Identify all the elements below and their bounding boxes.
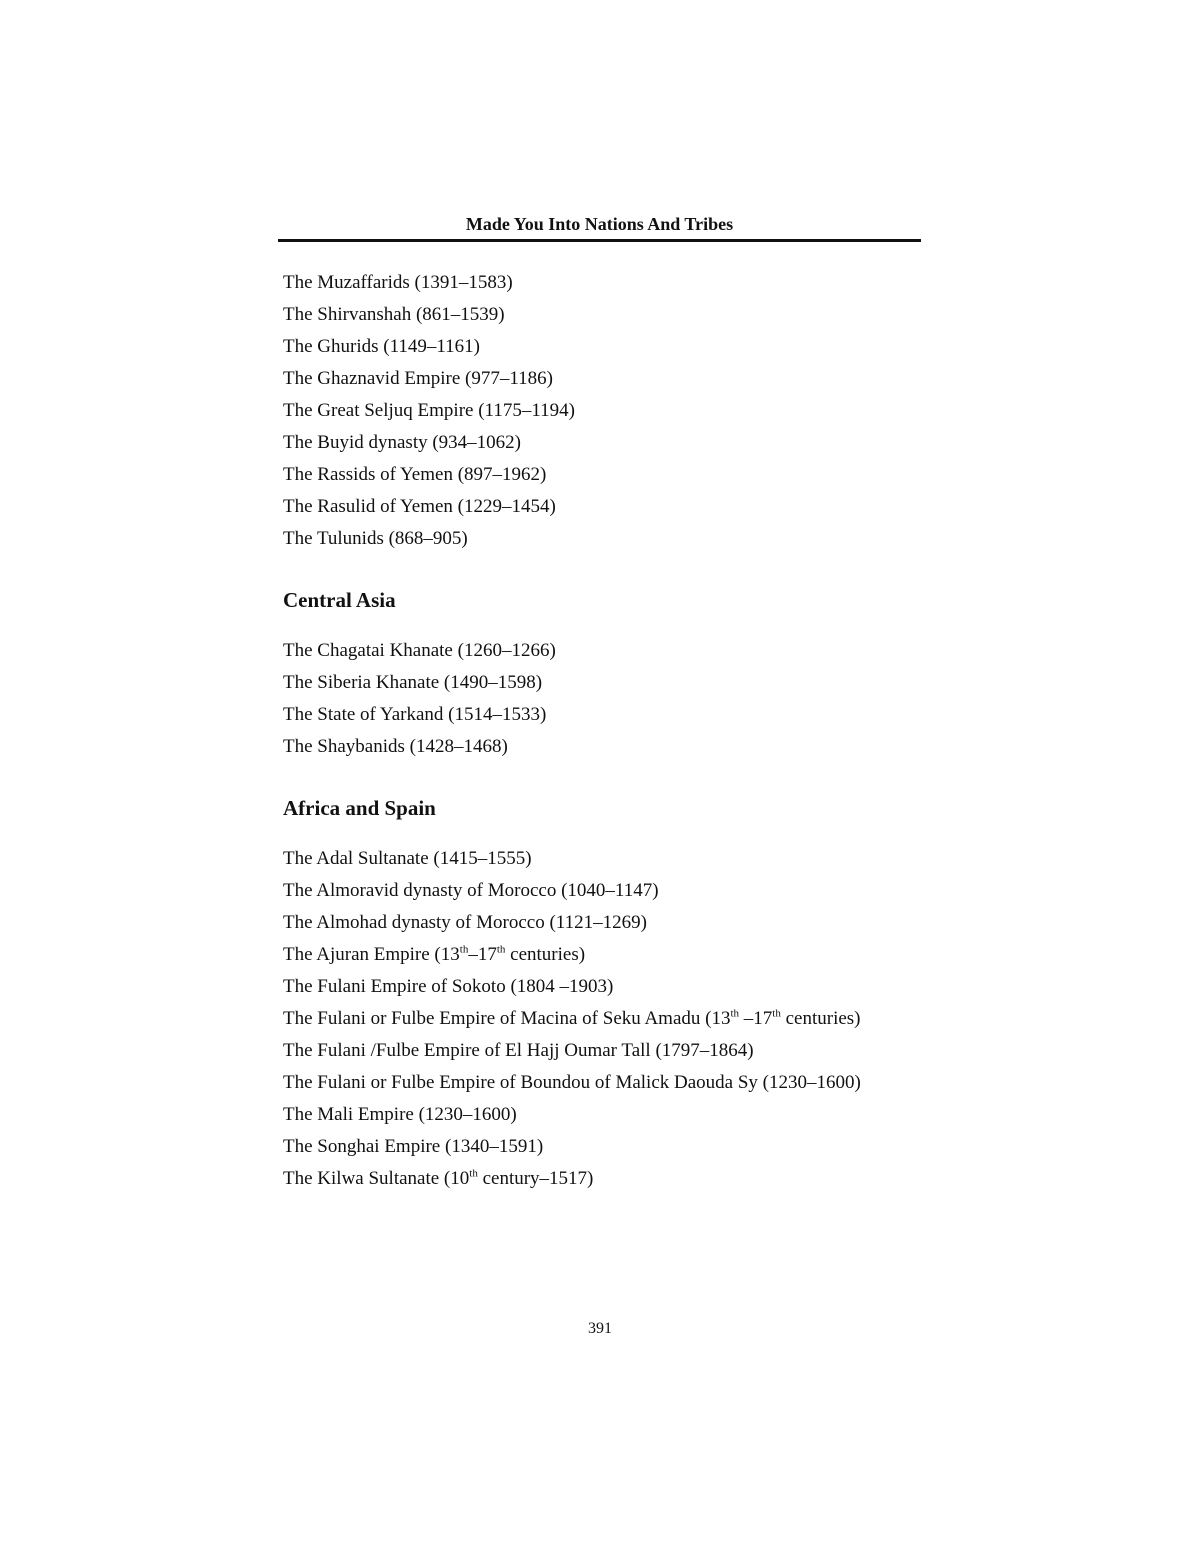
central-asia-list xyxy=(283,635,883,763)
list-item-text: The Kilwa Sultanate (10 xyxy=(283,1168,470,1189)
list-item xyxy=(283,875,883,907)
list-item-text: century–1517) xyxy=(477,1168,594,1189)
header-rule xyxy=(278,239,921,242)
list-item xyxy=(283,907,883,939)
section-heading-central-asia: Central Asia xyxy=(283,588,396,612)
list-item xyxy=(283,939,883,971)
list-item-text: The Adal Sultanate (1415–1555) xyxy=(283,848,532,869)
list-item: The Rassids of Yemen (897–1962) xyxy=(283,464,547,485)
africa-spain-list xyxy=(283,843,883,1195)
list-item: The Great Seljuq Empire (1175–1194) xyxy=(283,400,575,421)
list-item-text: The Fulani or Fulbe Empire of Macina of Seku Amadu (13 xyxy=(283,1008,731,1029)
list-item: The Shirvanshah (861–1539) xyxy=(283,304,505,325)
list-item: The State of Yarkand (1514–1533) xyxy=(283,704,547,725)
ordinal-superscript: th xyxy=(730,1007,740,1020)
page-body xyxy=(283,267,883,1195)
list-item xyxy=(283,1067,883,1099)
list-item-text: The Almoravid dynasty of Morocco (1040–1147) xyxy=(283,880,659,901)
list-item-text: The Fulani Empire of Sokoto (1804 –1903) xyxy=(283,976,614,997)
list-item: The Tulunids (868–905) xyxy=(283,528,468,549)
list-item: The Rasulid of Yemen (1229–1454) xyxy=(283,496,556,517)
list-item: The Ghaznavid Empire (977–1186) xyxy=(283,368,553,389)
list-item: The Muzaffarids (1391–1583) xyxy=(283,272,513,293)
list-item-text: –17 xyxy=(739,1008,773,1029)
list-item: The Ghurids (1149–1161) xyxy=(283,336,481,357)
list-item: The Chagatai Khanate (1260–1266) xyxy=(283,640,556,661)
list-item xyxy=(283,1099,883,1131)
list-item: The Siberia Khanate (1490–1598) xyxy=(283,672,543,693)
list-item xyxy=(283,1003,883,1035)
dynasty-list-top xyxy=(283,267,883,555)
page-number: 391 xyxy=(588,1320,612,1337)
list-item-text: –17 xyxy=(468,944,497,965)
ordinal-superscript: th xyxy=(459,943,469,956)
ordinal-superscript: th xyxy=(496,943,506,956)
list-item xyxy=(283,1035,883,1067)
section-heading-africa-spain: Africa and Spain xyxy=(283,796,436,820)
list-item-text: The Ajuran Empire (13 xyxy=(283,944,460,965)
list-item: The Buyid dynasty (934–1062) xyxy=(283,432,522,453)
list-item xyxy=(283,1163,883,1195)
list-item-text: The Almohad dynasty of Morocco (1121–1269) xyxy=(283,912,647,933)
ordinal-superscript: th xyxy=(469,1167,478,1180)
list-item xyxy=(283,971,883,1003)
list-item-text: The Fulani or Fulbe Empire of Boundou of Malick Daouda Sy (1230–1600) xyxy=(283,1072,861,1093)
list-item-text: centuries) xyxy=(780,1008,861,1029)
list-item-text: centuries) xyxy=(505,944,586,965)
running-header-title: Made You Into Nations And Tribes xyxy=(465,214,734,234)
list-item xyxy=(283,1131,883,1163)
list-item xyxy=(283,843,883,875)
list-item: The Shaybanids (1428–1468) xyxy=(283,736,508,757)
ordinal-superscript: th xyxy=(772,1007,781,1020)
list-item-text: The Mali Empire (1230–1600) xyxy=(283,1104,517,1125)
list-item-text: The Fulani /Fulbe Empire of El Hajj Oumar Tall (1797–1864) xyxy=(283,1040,754,1061)
list-item-text: The Songhai Empire (1340–1591) xyxy=(283,1136,544,1157)
